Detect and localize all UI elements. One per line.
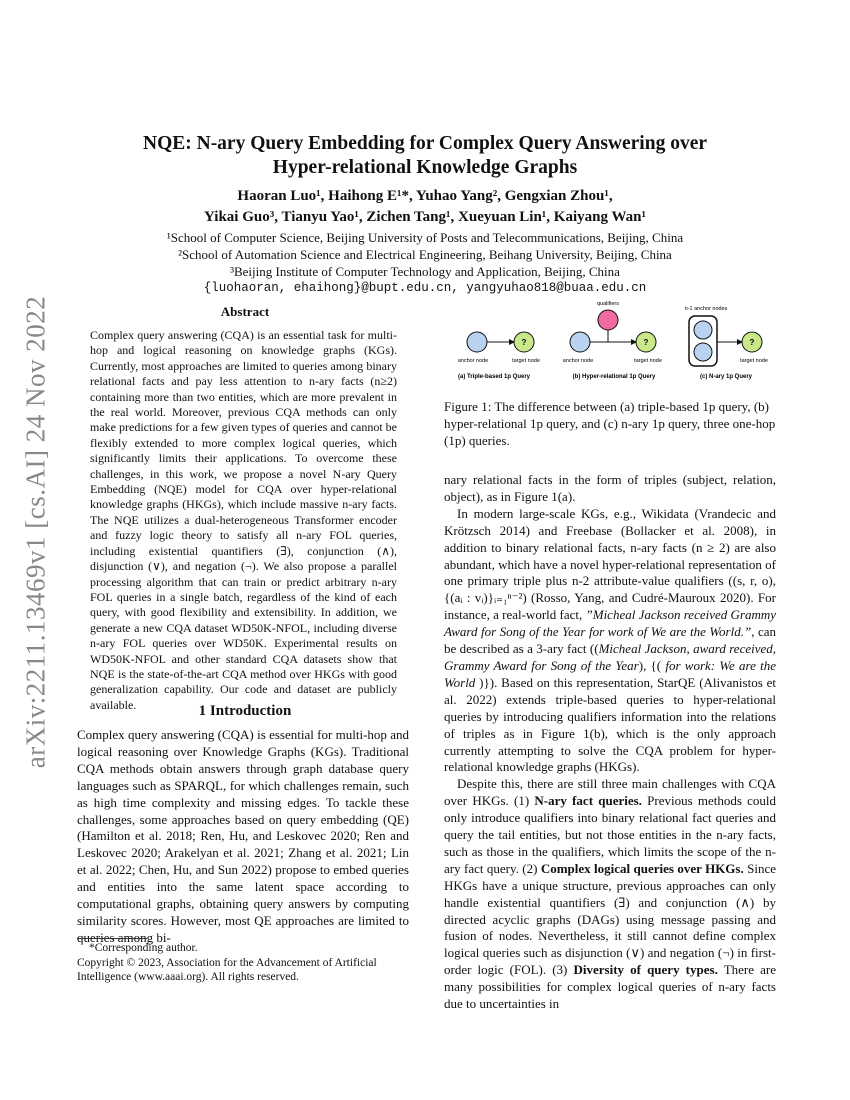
- intro-paragraph: Complex query answering (CQA) is essential for multi-hop and logical reasoning over Knowledge Graphs (KGs). Traditional CQA methods obtain answers through graph database query languages such as SPARQL, for which challenges remain, such as high time complexity and missing edges. To tackle these challenges, some approaches based on query embedding (QE) (Hamilton et al. 2018; Ren, Hu, and Leskovec 2020; Ren and Leskovec 2020; Arakelyan et al. 2021; Zhang et al. 2021; Lin et al. 2022; Chen, Hu, and Sun 2022) propose to embed queries and entities into the same latent space according to computational graphs, obtaining query answers by computing similarity scores. However, most QE approaches are limited to queries among bi-: [77, 727, 409, 945]
- anchor-node-c2: [694, 343, 712, 361]
- affiliations: [80, 229, 770, 297]
- anchor-node-b: [570, 332, 590, 352]
- right-paragraph-1: nary relational facts in the form of triples (subject, relation, object), as in Figure 1(a).: [444, 472, 776, 504]
- n1-anchor-label: n-1 anchor nodes: [684, 306, 728, 312]
- target-label-c: target node: [740, 358, 768, 364]
- right-paragraph-3: Despite this, there are still three main challenges with CQA over HKGs. (1) N-ary fact queries. Previous methods could only introduce qualifiers into binary relational fact queries and query the tail entities, but not those entities in the n-ary facts, such as those in the qualifiers, which limits the scope of the n-ary fact query. (2) Complex logical queries over HKGs. Since HKGs have a unique structure, previous approaches can only handle existential quantifiers (∃) and conjunction (∧) by directed acyclic graphs (DAGs) using message passing and fusion of nodes. Nevertheless, it still cannot define complex logical queries such as disjunction (∨) and negation (¬) in first-order logic (FOL). (3) Diversity of query types. There are many possibilities for complex logical queries of n-ary facts due to uncertainties in: [444, 776, 777, 1012]
- target-q-a: ?: [521, 338, 527, 347]
- figure-1: [444, 296, 776, 396]
- section-heading: 1 Introduction: [198, 703, 292, 719]
- anchor-node-a: [467, 332, 487, 352]
- affiliation-3: ³Beijing Institute of Computer Technology and Application, Beijing, China: [230, 264, 620, 279]
- arxiv-stamp: arXiv:2211.13469v1 [cs.AI] 24 Nov 2022: [20, 295, 51, 769]
- affiliation-2: ²School of Automation Science and Electrical Engineering, Beihang University, Beijing, China: [178, 247, 672, 262]
- author-list: Haoran Luo¹, Haihong E¹*, Yuhao Yang², Gengxian Zhou¹, Yikai Guo³, Tianyu Yao¹, Zichen Tang¹, Xueyuan Lin¹, Kaiyang Wan¹: [204, 188, 646, 225]
- qualifiers-label: qualifiers: [596, 301, 620, 307]
- abstract-text: Complex query answering (CQA) is an essential task for multi-hop and logical reasoning on knowledge graphs (KGs). Currently, most approaches are limited to queries among binary relational facts and pay less attention to n-ary facts (n≥2) containing more than two entities, which are more prevalent in the real world. Moreover, previous CQA methods can only make predictions for a few given types of queries and cannot be flexibly extended to more complex logical queries, which significantly limits their applications. To overcome these challenges, in this work, we propose a novel N-ary Query Embedding (NQE) model for CQA over hyper-relational knowledge graphs (HKGs), which include massive n-ary facts. The NQE utilizes a dual-heterogeneous Transformer encoder and fuzzy logic theory to satisfy all n-ary FOL queries, including existential quantifiers (∃), conjunction (∧), disjunction (∨), and negation (¬). We also propose a parallel processing algorithm that can train or predict arbitrary n-ary FOL queries in a single batch, regardless of the kind of each query, with good flexibility and extensibility. In addition, we generate a new CQA dataset WD50K-NFOL, including diverse n-ary FOL queries over WD50K. Experimental results on WD50K-NFOL and other standard CQA datasets show that NQE is the state-of-the-art CQA method over HKGs with good generalization capability. Our code and dataset are publicly available.: [90, 328, 397, 712]
- footnote-rule: [77, 938, 147, 939]
- right-column: [444, 472, 776, 1013]
- corresponding-author-note: *Corresponding author.: [89, 942, 198, 954]
- affiliation-1: ¹School of Computer Science, Beijing University of Posts and Telecommunications, Beijing, China: [166, 230, 684, 245]
- paper-title: NQE: N-ary Query Embedding for Complex Query Answering over Hyper-relational Knowledge Graphs: [142, 133, 708, 178]
- figure-label-c: (c) N-ary 1p Query: [699, 374, 753, 380]
- qualifier-node: [598, 310, 618, 330]
- target-label-a: target node: [512, 358, 540, 364]
- target-q-b: ?: [643, 338, 649, 347]
- abstract-heading: Abstract: [220, 304, 270, 319]
- footnotes: [77, 938, 409, 985]
- right-paragraph-2: In modern large-scale KGs, e.g., Wikidata (Vrandecic and Krötzsch 2014) and Freebase (Bollacker et al. 2008), in addition to binary relational facts, n-ary facts (n ≥ 2) are also abundant, which have a novel hyper-relational representation of one primary triple plus n-2 attribute-value qualifiers ((s, r, o), {(aᵢ : vᵢ)}ᵢ₌₁ⁿ⁻²) (Rosso, Yang, and Cudré-Mauroux 2020). For instance, a real-world fact, ”Micheal Jackson received Grammy Award for Song of the Year for work of We are the World.”, can be described as a 3-ary fact ((Micheal Jackson, award received, Grammy Award for Song of the Year), {( for work: We are the World )}). Based on this representation, StarQE (Alivanistos et al. 2022) extends triple-based queries to hyper-relational queries by introducing qualifiers information into the relations of triples as in Figure 1(b), which is the only approach currently attempting to solve the CQA problem for hyper-relational knowledge graphs (HKGs).: [444, 505, 777, 775]
- anchor-node-c1: [694, 321, 712, 339]
- email-addresses: {luohaoran, ehaihong}@bupt.edu.cn, yangyuhao818@buaa.edu.cn: [203, 281, 647, 295]
- figure-label-a: (a) Triple-based 1p Query: [457, 374, 531, 380]
- target-q-c: ?: [749, 338, 755, 347]
- copyright-note: Copyright © 2023, Association for the Advancement of Artificial Intelligence (www.aaai.org). All rights reserved.: [77, 956, 377, 983]
- target-label-b: target node: [634, 358, 662, 364]
- anchor-label-a: anchor node: [457, 358, 489, 364]
- anchor-label-b: anchor node: [562, 358, 594, 364]
- figure-caption: Figure 1: The difference between (a) triple-based 1p query, (b) hyper-relational 1p query, and (c) n-ary 1p query, three one-hop (1p) queries.: [444, 399, 776, 448]
- figure-label-b: (b) Hyper-relational 1p Query: [572, 374, 656, 380]
